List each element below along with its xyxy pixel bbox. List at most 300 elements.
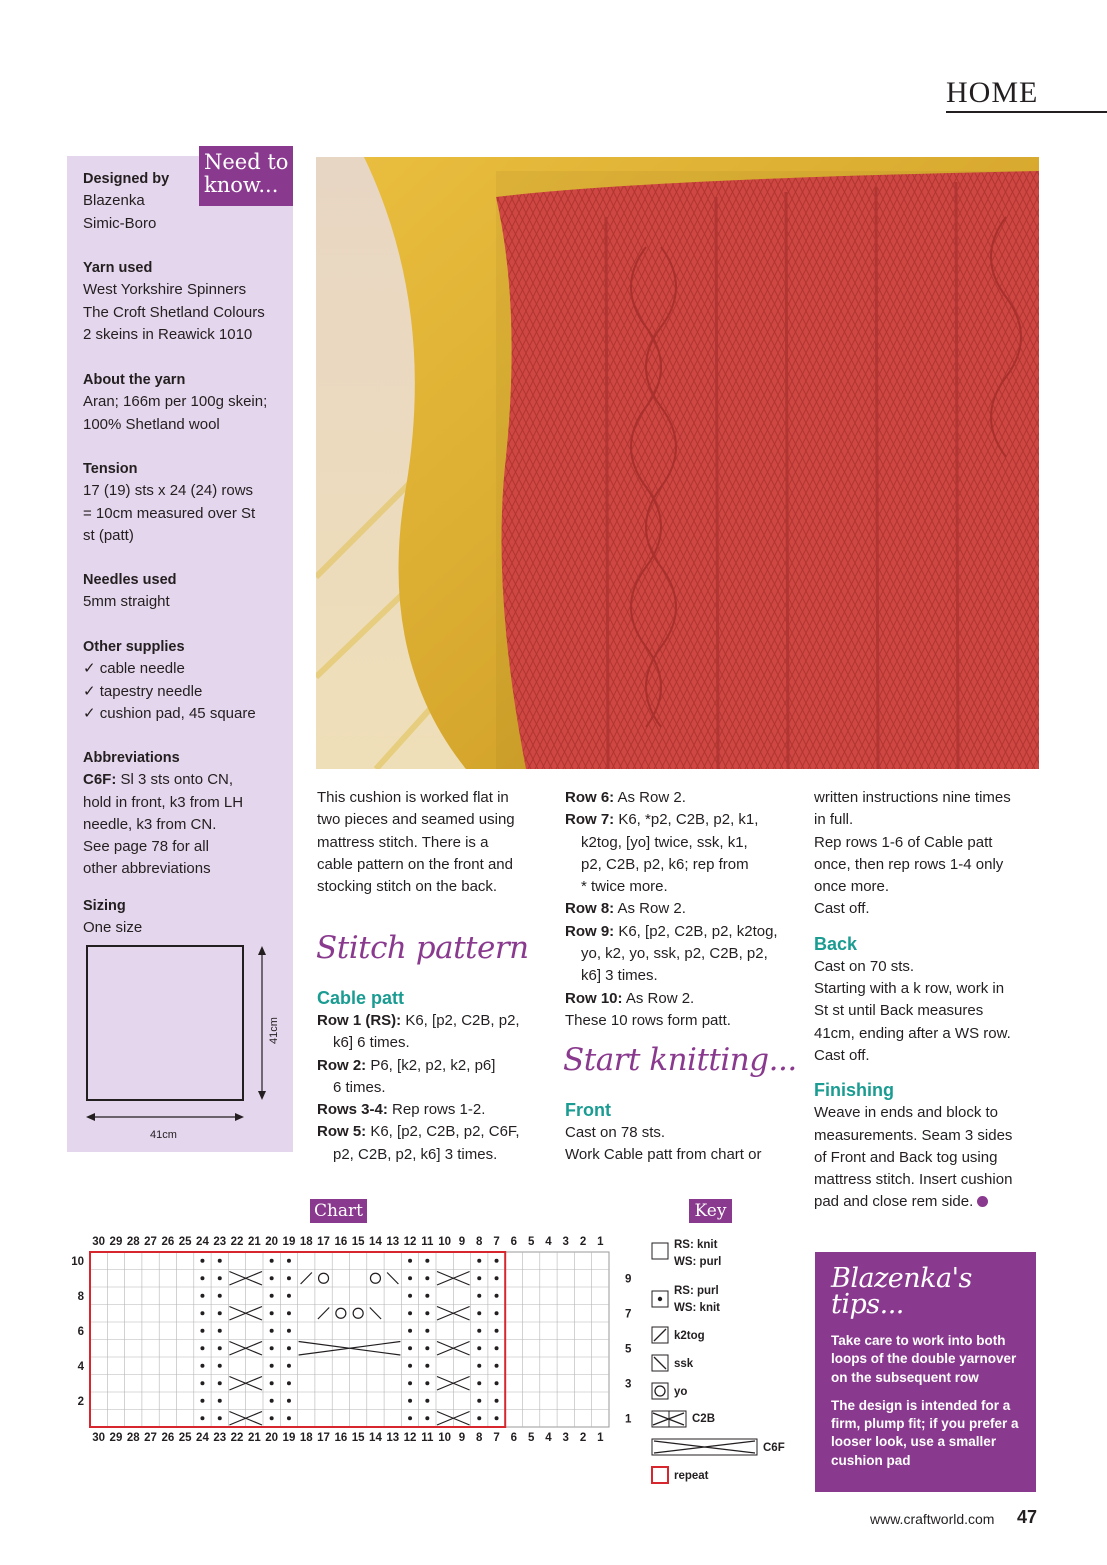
yarn-line: 2 skeins in Reawick 1010 — [83, 325, 253, 343]
purl-dot — [477, 1294, 481, 1298]
purl-dot — [270, 1364, 274, 1368]
row-text: K6, [p2, C2B, p2, — [401, 1012, 520, 1029]
cont-line: once, then rep rows 1-4 only — [814, 855, 1004, 873]
chart-number: 23 — [213, 1236, 227, 1248]
chart-number: 17 — [317, 1432, 330, 1444]
row-text: K6, [p2, C2B, p2, C6F, — [366, 1123, 520, 1141]
chart-number: 10 — [438, 1236, 452, 1248]
chart-number: 5 — [625, 1343, 632, 1356]
chart-number: 12 — [403, 1236, 417, 1248]
row-text: As Row 2. — [622, 989, 695, 1007]
chart-number: 6 — [77, 1326, 84, 1339]
purl-dot — [477, 1259, 481, 1263]
tip-1: Take care to work into both loops of the double yarnover on the subsequent row — [831, 1333, 1017, 1385]
intro-line: stocking stitch on the back. — [317, 878, 498, 896]
purl-dot — [425, 1259, 429, 1263]
chart-number: 28 — [126, 1236, 140, 1248]
purl-dot — [477, 1276, 481, 1280]
chart-number: 3 — [562, 1432, 569, 1444]
purl-dot — [218, 1276, 222, 1280]
supplies-block — [83, 636, 256, 725]
chart-number: 2 — [77, 1396, 84, 1409]
chart-number: 24 — [196, 1432, 209, 1444]
column-numbers-bottom — [92, 1432, 604, 1444]
tips-title-line: Blazenka's — [831, 1263, 972, 1294]
row-text: K6, [p2, C2B, p2, k2tog, — [614, 922, 778, 940]
purl-dot — [408, 1364, 412, 1368]
row-5-cont: p2, C2B, p2, k6] 3 times. — [333, 1145, 498, 1163]
yarn-ball-icon — [977, 1196, 988, 1207]
tips-title — [831, 1263, 1022, 1320]
row-label: Row 5: — [317, 1123, 367, 1141]
chart-number: 22 — [230, 1432, 244, 1444]
pattern-form-note: These 10 rows form patt. — [565, 1011, 731, 1029]
cable-patt-heading: Cable patt — [317, 988, 405, 1008]
chart-number: 12 — [403, 1432, 417, 1444]
finish-line: of Front and Back tog using — [814, 1148, 998, 1166]
repeat-swatch-icon — [652, 1467, 668, 1483]
row-7 — [565, 809, 805, 831]
chart-number: 4 — [545, 1432, 552, 1444]
row-9-cont: yo, k2, yo, ssk, p2, C2B, p2, — [581, 945, 768, 963]
tension-block — [83, 458, 255, 547]
chart-tag: Chart — [310, 1199, 367, 1223]
chart-number: 9 — [458, 1236, 466, 1248]
purl-dot — [495, 1416, 499, 1420]
needles-block — [83, 569, 177, 614]
purl-dot — [495, 1259, 499, 1263]
chart-number: 30 — [92, 1236, 106, 1248]
purl-dot — [200, 1364, 204, 1368]
chart-number: 24 — [196, 1236, 209, 1248]
row-9 — [565, 921, 805, 943]
tips-title-line: tips... — [831, 1289, 904, 1320]
cont-line: Cast off. — [814, 900, 870, 918]
chart-number: 20 — [265, 1432, 279, 1444]
row-10 — [565, 988, 805, 1010]
purl-dot — [200, 1399, 204, 1403]
yarn-line: West Yorkshire Spinners — [83, 281, 247, 299]
key-knit-rs: RS: knit — [674, 1239, 718, 1251]
purl-dot — [425, 1276, 429, 1280]
stitch-pattern-heading: Stitch pattern — [316, 930, 529, 966]
intro-line: mattress stitch. There is a — [317, 833, 489, 851]
purl-dot — [408, 1259, 412, 1263]
finishing-heading: Finishing — [814, 1080, 894, 1101]
abbr-line: other abbreviations — [83, 860, 211, 878]
purl-dot — [408, 1276, 412, 1280]
key-tag: Key — [689, 1199, 732, 1223]
row-2 — [317, 1055, 557, 1077]
purl-dot — [495, 1329, 499, 1333]
chart-number: 13 — [386, 1432, 400, 1444]
tension-line: = 10cm measured over St — [83, 504, 256, 522]
chart-number: 10 — [71, 1256, 84, 1269]
needles-line: 5mm straight — [83, 593, 170, 611]
rows-column — [565, 787, 805, 1032]
chart-number: 22 — [230, 1236, 244, 1248]
row-8 — [565, 898, 805, 920]
row-label: Row 8: — [565, 900, 615, 918]
key-purl-ws: WS: knit — [674, 1302, 720, 1314]
chart-number: 15 — [351, 1432, 365, 1444]
chart-number: 16 — [334, 1236, 348, 1248]
purl-dot — [270, 1329, 274, 1333]
intro-line: This cushion is worked flat in — [317, 789, 509, 806]
chart-number: 3 — [562, 1236, 569, 1248]
row-text: P6, [k2, p2, k2, p6] — [366, 1056, 496, 1074]
chart-number: 26 — [161, 1432, 175, 1444]
cont-line: in full. — [814, 811, 854, 829]
tension-line: st (patt) — [83, 526, 134, 544]
abbr-label: Abbreviations — [83, 750, 180, 766]
cont-line: written instructions nine times — [814, 789, 1011, 806]
purl-dot — [200, 1329, 204, 1333]
chart-number: 7 — [493, 1236, 500, 1248]
supply-item: ✓ cable needle — [83, 660, 185, 678]
chart-grid — [90, 1252, 609, 1427]
purl-dot — [200, 1259, 204, 1263]
purl-dot — [287, 1311, 291, 1315]
row-numbers-right — [625, 1274, 632, 1426]
purl-dot — [287, 1276, 291, 1280]
purl-dot — [200, 1346, 204, 1350]
purl-dot — [270, 1276, 274, 1280]
chart-number: 9 — [458, 1432, 466, 1444]
chart-number: 5 — [527, 1236, 535, 1248]
height-label: 41cm — [268, 1017, 280, 1044]
arrow-head — [258, 1091, 266, 1100]
supply-item: ✓ cushion pad, 45 square — [83, 704, 256, 722]
chart-number: 8 — [476, 1432, 483, 1444]
key-c2b: C2B — [692, 1413, 716, 1425]
purl-dot — [495, 1381, 499, 1385]
abbreviations-block — [83, 747, 243, 881]
finish-line: mattress stitch. Insert cushion — [814, 1171, 1013, 1189]
about-line: 100% Shetland wool — [83, 415, 220, 433]
purl-dot — [270, 1311, 274, 1315]
key-k2tog: k2tog — [674, 1330, 705, 1342]
purl-dot — [218, 1381, 222, 1385]
purl-dot — [287, 1259, 291, 1263]
row-label: Row 2: — [317, 1056, 367, 1074]
rows-3-4 — [317, 1099, 557, 1121]
row-7-cont: p2, C2B, p2, k6; rep from — [581, 855, 749, 873]
key-c6f: C6F — [763, 1442, 785, 1454]
chart-number: 6 — [510, 1432, 518, 1444]
chart-number: 28 — [126, 1432, 140, 1444]
chart-number: 9 — [625, 1273, 632, 1286]
purl-dot — [495, 1399, 499, 1403]
purl-dot — [425, 1294, 429, 1298]
purl-dot — [408, 1311, 412, 1315]
continuation-column — [814, 787, 1054, 1214]
column-numbers-top — [92, 1236, 604, 1248]
sizing-label: Sizing — [83, 898, 126, 914]
row-text: As Row 2. — [614, 789, 686, 806]
intro-line: two pieces and seamed using — [317, 811, 515, 829]
chart-number: 8 — [476, 1236, 483, 1248]
purl-dot — [218, 1416, 222, 1420]
row-label: Rows 3-4: — [317, 1101, 388, 1119]
key-repeat: repeat — [674, 1470, 709, 1482]
arrow-head — [86, 1113, 95, 1121]
chart-number: 1 — [597, 1236, 604, 1248]
key-purl-rs: RS: purl — [674, 1285, 719, 1297]
purl-dot — [287, 1416, 291, 1420]
purl-dot — [495, 1364, 499, 1368]
chart-number: 21 — [247, 1432, 261, 1444]
purl-dot — [218, 1399, 222, 1403]
tip-2: The design is intended for a firm, plump fit; if you prefer a looser look, use a smaller cushion pad — [831, 1397, 1019, 1468]
purl-dot — [477, 1381, 481, 1385]
back-line: Starting with a k row, work in — [814, 980, 1005, 998]
chart-number: 15 — [351, 1236, 365, 1248]
cont-line: once more. — [814, 878, 890, 896]
chart-number: 27 — [144, 1236, 157, 1248]
row-5 — [317, 1121, 557, 1143]
finish-text: pad and close rem side. — [814, 1193, 974, 1211]
chart-number: 30 — [92, 1432, 106, 1444]
chart-number: 27 — [144, 1432, 157, 1444]
chart-number: 20 — [265, 1236, 279, 1248]
row-6 — [565, 787, 805, 809]
supply-item: ✓ tapestry needle — [83, 682, 203, 700]
intro-column — [317, 787, 552, 898]
designer-block — [83, 168, 169, 235]
purl-dot — [218, 1329, 222, 1333]
purl-dot — [287, 1364, 291, 1368]
purl-dot — [218, 1294, 222, 1298]
purl-dot — [270, 1399, 274, 1403]
purl-dot — [218, 1364, 222, 1368]
finish-line — [814, 1191, 1054, 1213]
badge-line-1: Need to — [204, 150, 289, 174]
chart-number: 16 — [334, 1432, 348, 1444]
row-1-cont: k6] 6 times. — [333, 1034, 410, 1052]
start-knitting-heading: Start knitting... — [563, 1042, 797, 1078]
purl-dot — [287, 1399, 291, 1403]
chart-number: 14 — [369, 1236, 382, 1248]
purl-dot — [477, 1311, 481, 1315]
abbr-text: Sl 3 sts onto CN, — [116, 771, 234, 789]
chart-number: 26 — [161, 1236, 175, 1248]
chart-number: 1 — [625, 1413, 632, 1426]
designer-label: Designed by — [83, 171, 170, 187]
chart-number: 4 — [77, 1361, 84, 1374]
back-line: Cast off. — [814, 1046, 870, 1064]
section-title: HOME — [946, 76, 1039, 109]
purl-dot — [425, 1329, 429, 1333]
size-square — [87, 946, 243, 1100]
purl-dot — [408, 1346, 412, 1350]
row-7-cont: k2tog, [yo] twice, ssk, k1, — [581, 833, 748, 851]
purl-dot — [287, 1381, 291, 1385]
purl-dot — [270, 1381, 274, 1385]
back-heading: Back — [814, 933, 858, 954]
abbr-line: needle, k3 from CN. — [83, 815, 217, 833]
row-text: Rep rows 1-2. — [387, 1101, 486, 1119]
chart-number: 7 — [493, 1432, 500, 1444]
key-yo: yo — [674, 1386, 688, 1398]
row-label: Row 9: — [565, 922, 615, 940]
cable-pattern-column — [317, 986, 557, 1166]
purl-dot — [495, 1346, 499, 1350]
purl-dot — [495, 1311, 499, 1315]
chart-number: 19 — [282, 1236, 296, 1248]
purl-dot — [408, 1399, 412, 1403]
chart-number: 1 — [597, 1432, 604, 1444]
cont-line: Rep rows 1-6 of Cable patt — [814, 833, 993, 851]
purl-dot — [425, 1399, 429, 1403]
chart-number: 7 — [625, 1308, 632, 1321]
purl-dot — [200, 1381, 204, 1385]
chart-number: 18 — [299, 1236, 313, 1248]
supplies-label: Other supplies — [83, 639, 185, 655]
chart-number: 18 — [299, 1432, 313, 1444]
purl-dot — [425, 1311, 429, 1315]
chart-number: 6 — [510, 1236, 518, 1248]
purl-dot — [218, 1259, 222, 1263]
row-label: Row 1 (RS): — [317, 1012, 402, 1029]
purl-dot — [425, 1416, 429, 1420]
purl-dot — [218, 1346, 222, 1350]
tension-line: 17 (19) sts x 24 (24) rows — [83, 482, 254, 500]
row-label: Row 6: — [565, 789, 615, 806]
tips-box — [815, 1252, 1036, 1492]
purl-dot — [495, 1276, 499, 1280]
purl-dot — [200, 1416, 204, 1420]
purl-dot — [270, 1294, 274, 1298]
purl-dot — [408, 1416, 412, 1420]
purl-dot — [218, 1311, 222, 1315]
purl-dot — [477, 1346, 481, 1350]
about-label: About the yarn — [83, 372, 186, 388]
cushion-photo — [316, 157, 1039, 769]
purl-dot — [477, 1329, 481, 1333]
purl-dot — [270, 1346, 274, 1350]
knitting-chart — [60, 1228, 650, 1450]
front-heading: Front — [565, 1100, 611, 1120]
tension-label: Tension — [83, 461, 138, 477]
yarn-line: The Croft Shetland Colours — [83, 303, 265, 321]
arrow-head — [258, 946, 266, 955]
needles-label: Needles used — [83, 572, 177, 588]
purl-dot — [477, 1364, 481, 1368]
purl-dot — [408, 1329, 412, 1333]
purl-dot — [270, 1259, 274, 1263]
row-2-cont: 6 times. — [333, 1078, 386, 1096]
chart-number: 4 — [545, 1236, 552, 1248]
intro-line: cable pattern on the front and — [317, 855, 513, 873]
about-yarn-block — [83, 369, 267, 436]
purl-dot — [477, 1399, 481, 1403]
front-line: Work Cable patt from chart or — [565, 1146, 762, 1164]
yarn-label: Yarn used — [83, 260, 153, 276]
yarn-block — [83, 257, 265, 346]
badge-line-2: know... — [204, 173, 279, 197]
purl-dot — [287, 1329, 291, 1333]
chart-number: 29 — [109, 1432, 123, 1444]
purl-dot — [425, 1346, 429, 1350]
section-rule — [946, 111, 1107, 113]
chart-number: 17 — [317, 1236, 330, 1248]
back-line: 41cm, ending after a WS row. — [814, 1024, 1011, 1042]
chart-number: 23 — [213, 1432, 227, 1444]
row-9-cont: k6] 3 times. — [581, 967, 658, 985]
purl-dot — [408, 1381, 412, 1385]
purl-dot — [425, 1381, 429, 1385]
finish-line: Weave in ends and block to — [814, 1104, 999, 1122]
purl-dot — [200, 1276, 204, 1280]
chart-number: 8 — [77, 1291, 84, 1304]
front-line: Cast on 78 sts. — [565, 1124, 666, 1141]
purl-dot — [408, 1294, 412, 1298]
purl-dot — [287, 1294, 291, 1298]
purl-dot — [200, 1294, 204, 1298]
knit-swatch-icon — [652, 1243, 668, 1259]
row-7-cont: * twice more. — [581, 878, 668, 896]
finish-line: measurements. Seam 3 sides — [814, 1126, 1013, 1144]
chart-number: 14 — [369, 1432, 382, 1444]
about-line: Aran; 166m per 100g skein; — [83, 393, 268, 411]
chart-number: 25 — [178, 1236, 192, 1248]
chart-number: 21 — [247, 1236, 261, 1248]
sizing-block — [83, 895, 142, 940]
row-label: Row 10: — [565, 989, 623, 1007]
purl-dot — [287, 1346, 291, 1350]
abbr-line — [83, 769, 243, 791]
chart-number: 19 — [282, 1432, 296, 1444]
key-knit-ws: WS: purl — [674, 1256, 722, 1268]
size-diagram — [78, 940, 286, 1150]
need-to-know-badge — [199, 146, 293, 206]
row-label: Row 7: — [565, 811, 615, 829]
sizing-line: One size — [83, 919, 143, 937]
chart-number: 13 — [386, 1236, 400, 1248]
purl-dot — [200, 1311, 204, 1315]
row-1 — [317, 1010, 557, 1032]
arrow-head — [235, 1113, 244, 1121]
chart-number: 5 — [527, 1432, 535, 1444]
footer-url: www.craftworld.com — [870, 1511, 995, 1527]
chart-number: 10 — [438, 1432, 452, 1444]
back-line: Cast on 70 sts. — [814, 957, 915, 975]
purl-dot — [495, 1294, 499, 1298]
page-number: 47 — [1017, 1507, 1038, 1527]
front-column — [565, 1098, 805, 1167]
purl-dot — [270, 1416, 274, 1420]
abbr-line: hold in front, k3 from LH — [83, 793, 244, 811]
chart-number: 11 — [421, 1432, 434, 1444]
row-text: K6, *p2, C2B, p2, k1, — [614, 811, 759, 829]
width-label: 41cm — [150, 1129, 177, 1141]
abbr-line: See page 78 for all — [83, 838, 209, 856]
back-line: St st until Back measures — [814, 1002, 984, 1020]
abbr-term: C6F: — [83, 771, 117, 789]
key-ssk: ssk — [674, 1358, 694, 1370]
chart-number: 29 — [109, 1236, 123, 1248]
chart-number: 2 — [579, 1236, 587, 1248]
chart-number: 2 — [579, 1432, 587, 1444]
row-numbers-left — [71, 1256, 84, 1408]
row-text: As Row 2. — [614, 900, 686, 918]
chart-number: 11 — [421, 1236, 434, 1248]
designer-line: Blazenka — [83, 192, 145, 210]
chart-number: 25 — [178, 1432, 192, 1444]
purl-dot — [425, 1364, 429, 1368]
purl-dot — [477, 1416, 481, 1420]
